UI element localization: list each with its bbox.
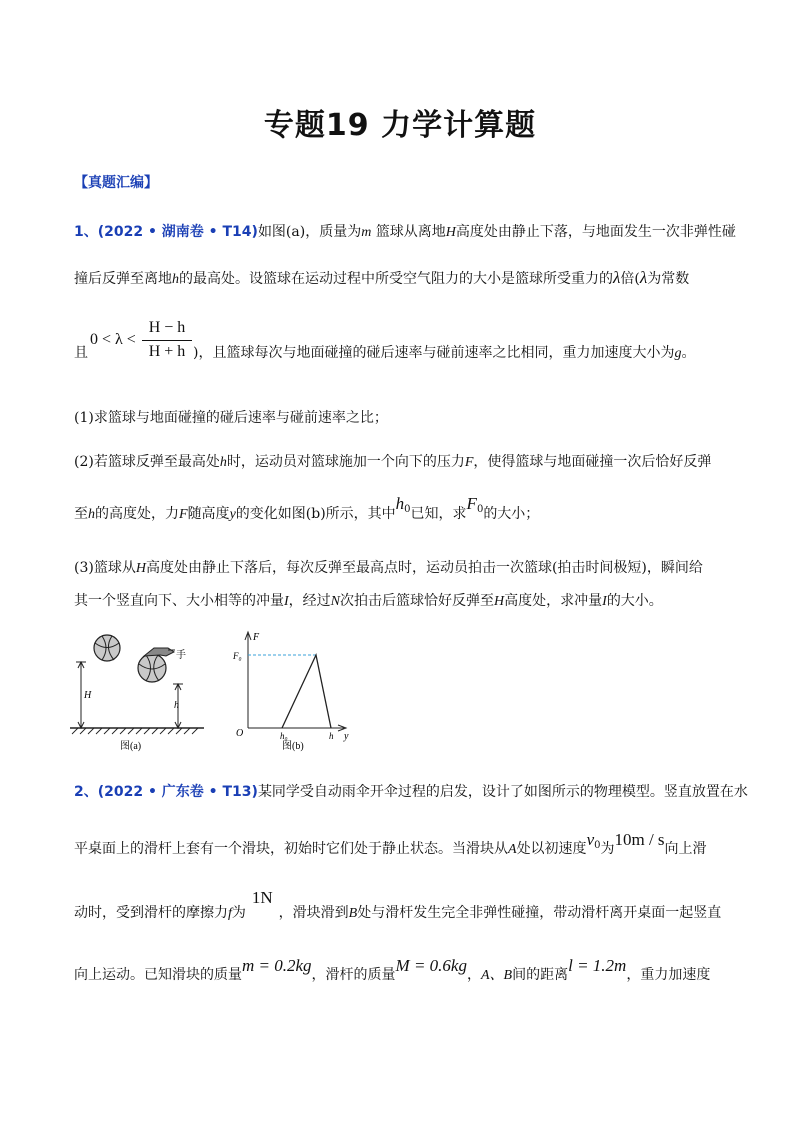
page-title: 专题19 力学计算题 (263, 108, 537, 143)
q1-line-3: )，且篮球每次与地面碰撞的碰后速率与碰前速率之比相同，重力加速度大小为g。 (193, 345, 696, 361)
fig-a-H-label: H (84, 690, 92, 701)
fraction-numerator: H − h (148, 319, 186, 336)
q2-line-4: 向上运动。已知滑块的质量m = 0.2kg，滑杆的质量M = 0.6kg，A、B间的距离l = 1.2m，重力加速度 (74, 956, 711, 983)
q1-part-2-line-1: (2)若篮球反弹至最高处h时，运动员对篮球施加一个向下的压力F，使得篮球与地面碰撞一次后恰好反弹 (74, 454, 712, 470)
basketball-hand-icon (138, 648, 175, 682)
figure-b (232, 628, 362, 754)
q1-part-3-line-2: 其一个竖直向下、大小相等的冲量I，经过N次拍击后篮球恰好反弹至H高度处，求冲量I的大小。 (74, 593, 663, 609)
fig-b-caption: 图(b) (282, 741, 304, 752)
fraction-bar (142, 340, 192, 341)
q1-line-1: 1、(2022 • 湖南卷 • T14)如图(a)，质量为m 篮球从离地H高度处由静止下落，与地面发生一次非弹性碰 (74, 224, 736, 240)
fraction-denominator: H + h (148, 343, 186, 360)
fig-b-h-label: h (329, 731, 334, 741)
q2-line-2: 平桌面上的滑杆上套有一个滑块，初始时它们处于静止状态。当滑块从A处以初速度$v_0$为10m / s向上滑 (74, 830, 707, 857)
q1-line-2: 撞后反弹至离地h的最高处。设篮球在运动过程中所受空气阻力的大小是篮球所受重力的λ倍(λ为常数 (74, 268, 690, 287)
q1-line-3-prefix: 且 (74, 345, 88, 361)
q2-line-1: 2、(2022 • 广东卷 • T13)某同学受自动雨伞开伞过程的启发，设计了如图所示的物理模型。竖直放置在水 (74, 784, 748, 800)
fig-b-F-label: F (253, 632, 260, 643)
q1-source: (2022 • 湖南卷 • T14) (97, 224, 258, 240)
q2-number: 2、 (74, 784, 98, 800)
fig-a-caption: 图(a) (120, 741, 142, 752)
fig-b-force-curve (282, 655, 331, 728)
fig-b-y-label: y (344, 731, 349, 742)
fig-a-h-label: h (174, 700, 179, 711)
q1-part-3-line-1: (3)篮球从H高度处由静止下落后，每次反弹至最高点时，运动员拍击一次篮球(拍击时间极短)，瞬间给 (74, 560, 703, 576)
basketball-top-icon (94, 635, 120, 661)
q2-source: (2022 • 广东卷 • T13) (97, 784, 258, 800)
document-page: 专题19 力学计算题 【真题汇编】 1、(2022 • 湖南卷 • T14)如图(a)，质量为m 篮球从离地H高度处由静止下落，与地面发生一次非弹性碰 撞后反弹至离地h的最高处。设篮球在运动过程中所受空气阻力的大小是篮球所受重力的λ倍(λ为常数 且 0 < λ < H − h H + h )，且篮球每次与地面碰撞的碰后速率与碰前速率之比相同，重力加速度大小为g。 (1)求篮球与地面碰撞的碰后速率与碰前速率之比； (2)若篮球反弹至最高处h时，运动员对篮球施加一个向下的压力F，使得篮球与地面碰撞一次后恰好反弹 至h的高度处，力F随高度y的变化如图(b)所示，其中$h_0$已知，求$F_0$的大小； (3)篮球从H高度处由静止下落后，每次反弹至最高点时，运动员拍击一次篮球(拍击时间极短)，瞬间给 其一个竖直向下、大小相等的冲量I，经过N次拍击后篮球恰好反弹至H高度处，求冲量I的大小。 手 H h 图(a) F F₀ O h₀ h y 图(b) 2、(2022 • 广东卷 • T13)某同学受自动雨伞开伞过程的启发，设计了如图所示的物理模型。竖直放置在水 平桌面上的滑杆上套有一个滑块，初始时它们处于静止状态。当滑块从A处以初速度$v_0$为10m / s向上滑 动时，受到滑杆的摩擦力f为1N，滑块滑到B处与滑杆发生完全非弹性碰撞，带动滑杆离开桌面一起竖直 向上运动。已知滑块的质量m = 0.2kg，滑杆的质量M = 0.6kg，A、B间的距离l = 1.2m，重力加速度 (0, 0, 800, 1132)
q1-number: 1、 (74, 224, 98, 240)
fig-b-origin-label: O (236, 728, 244, 739)
figure-a (62, 628, 212, 754)
q2-line-3: 动时，受到滑杆的摩擦力f为1N，滑块滑到B处与滑杆发生完全非弹性碰撞，带动滑杆离开桌面一起竖直 (74, 888, 722, 921)
q1-part-1: (1)求篮球与地面碰撞的碰后速率与碰前速率之比； (74, 410, 388, 426)
q1-part-2-line-2: 至h的高度处，力F随高度y的变化如图(b)所示，其中$h_0$已知，求$F_0$的大小； (74, 494, 540, 522)
section-heading: 【真题汇编】 (74, 175, 158, 191)
fig-a-hand-label: 手 (176, 650, 186, 661)
fig-b-h0-label: h₀ (280, 731, 288, 741)
fig-b-F0-label: F₀ (233, 651, 242, 661)
ground-hatch (72, 728, 198, 734)
